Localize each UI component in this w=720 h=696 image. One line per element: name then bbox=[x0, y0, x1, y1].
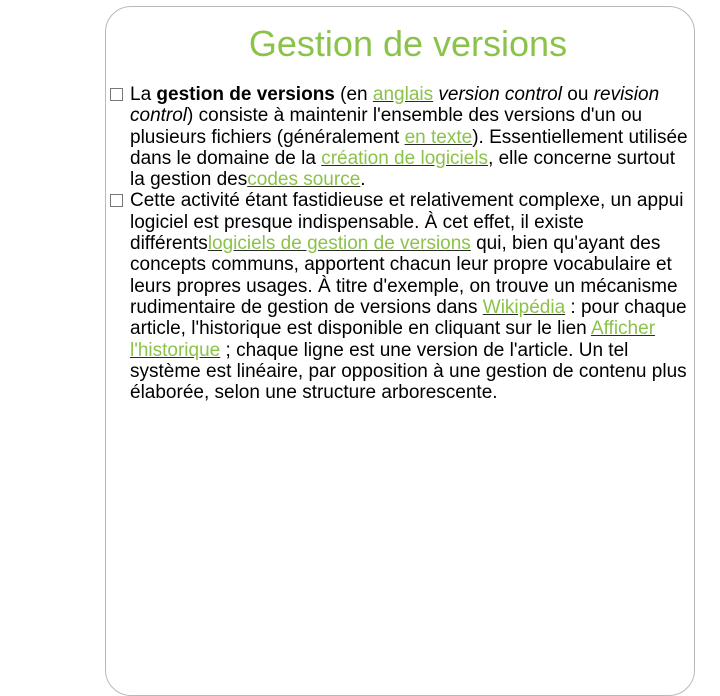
italic-term: version control bbox=[438, 84, 562, 105]
segment: . bbox=[360, 169, 366, 191]
segment: : pour chaque article, l'historique est disponible en cliquant sur le lien bbox=[130, 296, 687, 340]
link-logiciels-de-gestion-de-versions[interactable]: logiciels de gestion de versions bbox=[207, 233, 471, 255]
checkbox-bullet-icon bbox=[110, 194, 123, 207]
italic-term: revision control bbox=[130, 84, 660, 127]
segment: Cette activité étant fastidieuse et relativement complexe, un appui logiciel est presque indispensable. À cet effet, il existe différents bbox=[130, 190, 684, 255]
link-en-texte[interactable]: en texte bbox=[404, 126, 473, 148]
segment: ). Essentiellement utilisée dans le domaine de la bbox=[130, 126, 688, 169]
slide-title: Gestion de versions bbox=[248, 23, 568, 64]
segment: La bbox=[130, 84, 157, 105]
segment: ou bbox=[561, 84, 594, 105]
segment: ) consiste à maintenir l'ensemble des versions d'un ou plusieurs fichiers (généralement bbox=[130, 105, 643, 148]
bold-term: gestion de versions bbox=[156, 84, 335, 105]
segment: ; chaque ligne est une version de l'article. Un tel système est linéaire, par opposition à une gestion de contenu plus élaborée, selon une structure arborescente. bbox=[130, 339, 687, 404]
link-anglais[interactable]: anglais bbox=[372, 84, 434, 105]
segment: (en bbox=[334, 84, 373, 105]
bullet-paragraph-1 bbox=[110, 84, 690, 190]
segment: qui, bien qu'ayant des concepts communs, apportent chacun leur propre vocabulaire et leurs propres usages. À titre d'exemple, on trouve un mécanisme rudimentaire de gestion de versions dans bbox=[130, 233, 678, 318]
slide-body bbox=[110, 84, 690, 403]
link-afficher-historique[interactable]: Afficher l'historique bbox=[130, 318, 656, 361]
bullet-paragraph-2 bbox=[110, 190, 690, 403]
checkbox-bullet-icon bbox=[110, 88, 123, 101]
link-wikipedia[interactable]: Wikipédia bbox=[482, 296, 566, 318]
segment: , elle concerne surtout la gestion des bbox=[130, 147, 676, 191]
link-codes-source[interactable]: codes source bbox=[247, 169, 361, 191]
link-creation-de-logiciels[interactable]: création de logiciels bbox=[321, 147, 489, 169]
